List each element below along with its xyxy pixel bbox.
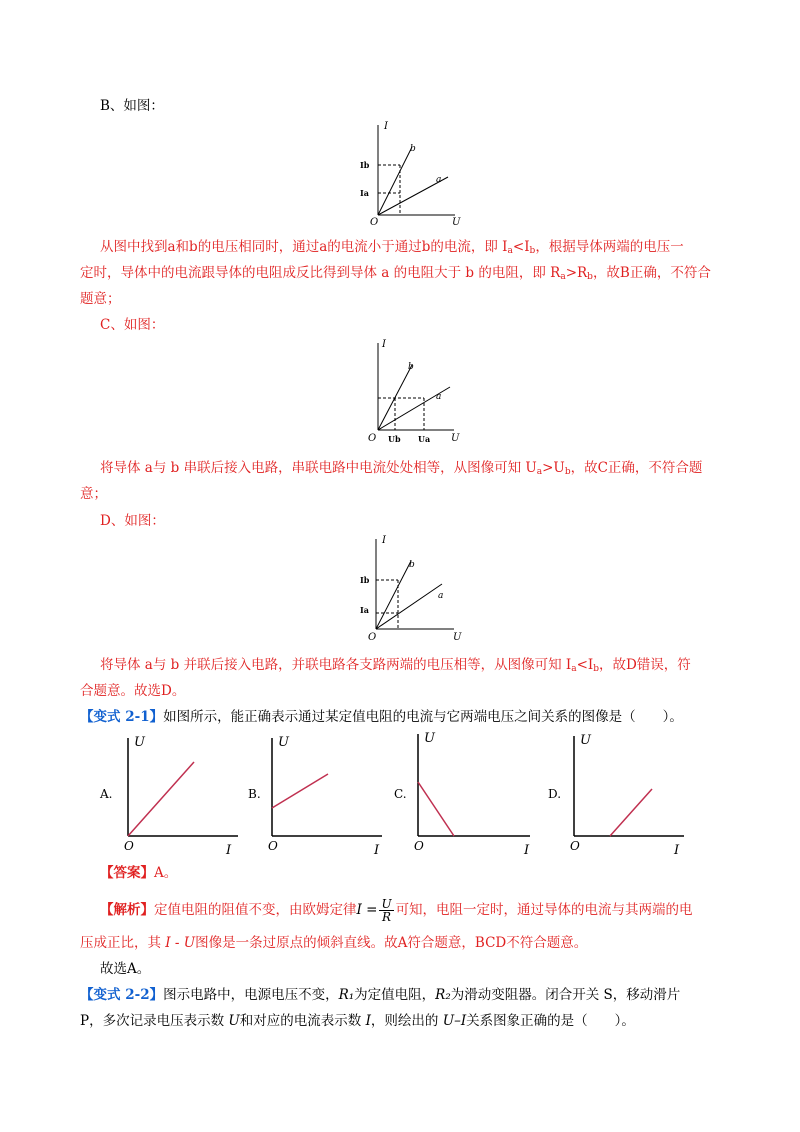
q21-b-letter: B. — [248, 787, 261, 801]
q21-option-c[interactable] — [392, 730, 542, 858]
graph-d-i-label: I — [382, 535, 386, 546]
graph-b-origin: O — [370, 217, 379, 228]
graph-d-origin: O — [368, 632, 377, 643]
q22-line-1: 【变式 2-2】图示电路中，电源电压不变，R₁为定值电阻，R₂为滑动变阻器。闭合开关 S，移动滑片 — [80, 987, 681, 1003]
graph-b-b-label: b — [410, 144, 416, 154]
q21-answer-tag: 【答案】 — [100, 865, 154, 881]
graph-d — [358, 533, 473, 645]
q21-option-a[interactable] — [98, 730, 248, 858]
q21-d-origin: O — [570, 839, 580, 853]
d-explain-2: 合题意。故选D。 — [80, 683, 186, 699]
q22-line-2: P，多次记录电压表示数 U和对应的电流表示数 I，则绘出的 U–I关系图象正确的是（ ）。 — [80, 1013, 635, 1029]
ohm-fraction: $\frac{U}{R}$ — [381, 897, 392, 924]
graph-c-b-label: b — [408, 362, 414, 372]
q21-c-origin: O — [414, 839, 424, 853]
b-explain-2: 定时，导体中的电流跟导体的电阻成反比得到导体 a 的电阻大于 b 的电阻，即 $R_a>R_b$，故B正确，不符合 — [80, 265, 711, 282]
graph-d-a-label: a — [438, 591, 444, 601]
c-explain-2: 意； — [80, 486, 107, 502]
c-explain-1: 将导体 a与 b 串联后接入电路，串联电路中电流处处相等，从图像可知 $U_a>U_b$，故C正确，不符合题 — [100, 460, 703, 477]
q21-b-origin: O — [268, 839, 278, 853]
graph-b-a-label: a — [436, 175, 442, 185]
graph-c-i-label: I — [382, 339, 386, 350]
graph-c-a-label: a — [436, 392, 442, 402]
q21-analysis-tag: 【解析】 — [100, 902, 154, 918]
q21-option-d[interactable] — [546, 730, 696, 858]
q21-d-letter: D. — [548, 787, 562, 801]
graph-b-ia: Ia — [360, 188, 369, 198]
option-d-label: D、如图： — [100, 513, 165, 529]
q21-tag: 【变式 2-1】 — [80, 709, 164, 725]
q21-option-b[interactable] — [246, 732, 396, 860]
q21-a-x: I — [226, 843, 232, 858]
q21-a-y: U — [134, 735, 145, 750]
graph-d-ib: Ib — [360, 575, 370, 585]
graph-d-line-b — [376, 561, 411, 629]
graph-b-i-label: I — [384, 121, 388, 132]
q21-d-line — [610, 789, 652, 836]
q21-c-line — [418, 782, 454, 836]
graph-c-ub: Ub — [388, 434, 401, 444]
q21-analysis-2: 压成正比，其 I - U图像是一条过原点的倾斜直线。故A符合题意，BCD不符合题意。 — [80, 935, 588, 951]
graph-c-ua: Ua — [418, 434, 431, 444]
q21-b-x: I — [374, 843, 380, 858]
graph-b — [360, 115, 465, 230]
graph-b-line-b — [378, 147, 412, 215]
q21-answer: 【答案】A。 — [100, 865, 178, 881]
q21-a-letter: A. — [100, 787, 113, 801]
q21-conclusion: 故选A。 — [100, 961, 151, 977]
q21-d-x: I — [674, 843, 680, 858]
graph-b-ib: Ib — [360, 160, 370, 170]
q22-tag: 【变式 2-2】 — [80, 987, 164, 1003]
q21-a-line — [128, 762, 194, 836]
q21-c-x: I — [524, 843, 530, 858]
graph-b-u-label: U — [452, 217, 461, 228]
graph-c — [362, 335, 467, 447]
graph-d-ia: Ia — [360, 605, 369, 615]
q21-c-y: U — [424, 731, 435, 746]
q21-b-y: U — [278, 735, 289, 750]
graph-d-line-a — [376, 584, 442, 629]
graph-d-u-label: U — [453, 632, 462, 643]
q21-analysis-1: 【解析】定值电阻的阻值不变，由欧姆定律I = $\frac{U}{R}$ 可知，电阻一定时，通过导体的电流与其两端的电 — [100, 897, 693, 924]
graph-d-b-label: b — [409, 560, 415, 570]
q21-d-y: U — [580, 733, 591, 748]
graph-c-origin: O — [368, 433, 377, 444]
graph-c-u-label: U — [451, 433, 460, 444]
q21-a-origin: O — [124, 839, 134, 853]
option-b-label: B、如图： — [100, 98, 164, 114]
d-explain-1: 将导体 a与 b 并联后接入电路，并联电路各支路两端的电压相等，从图像可知 $I_a<I_b$，故D错误，符 — [100, 657, 691, 674]
q21-b-line — [272, 774, 328, 808]
b-explain-1: 从图中找到a和b的电压相同时，通过a的电流小于通过b的电流，即 $I_a<I_b$，根据导体两端的电压一 — [100, 239, 684, 256]
b-explain-3: 题意； — [80, 291, 121, 307]
option-c-label: C、如图： — [100, 317, 165, 333]
q21-options — [98, 730, 718, 860]
q21-stem: 【变式 2-1】如图所示，能正确表示通过某定值电阻的电流与它两端电压之间关系的图像是（ ）。 — [80, 709, 683, 725]
q21-c-letter: C. — [394, 787, 407, 801]
